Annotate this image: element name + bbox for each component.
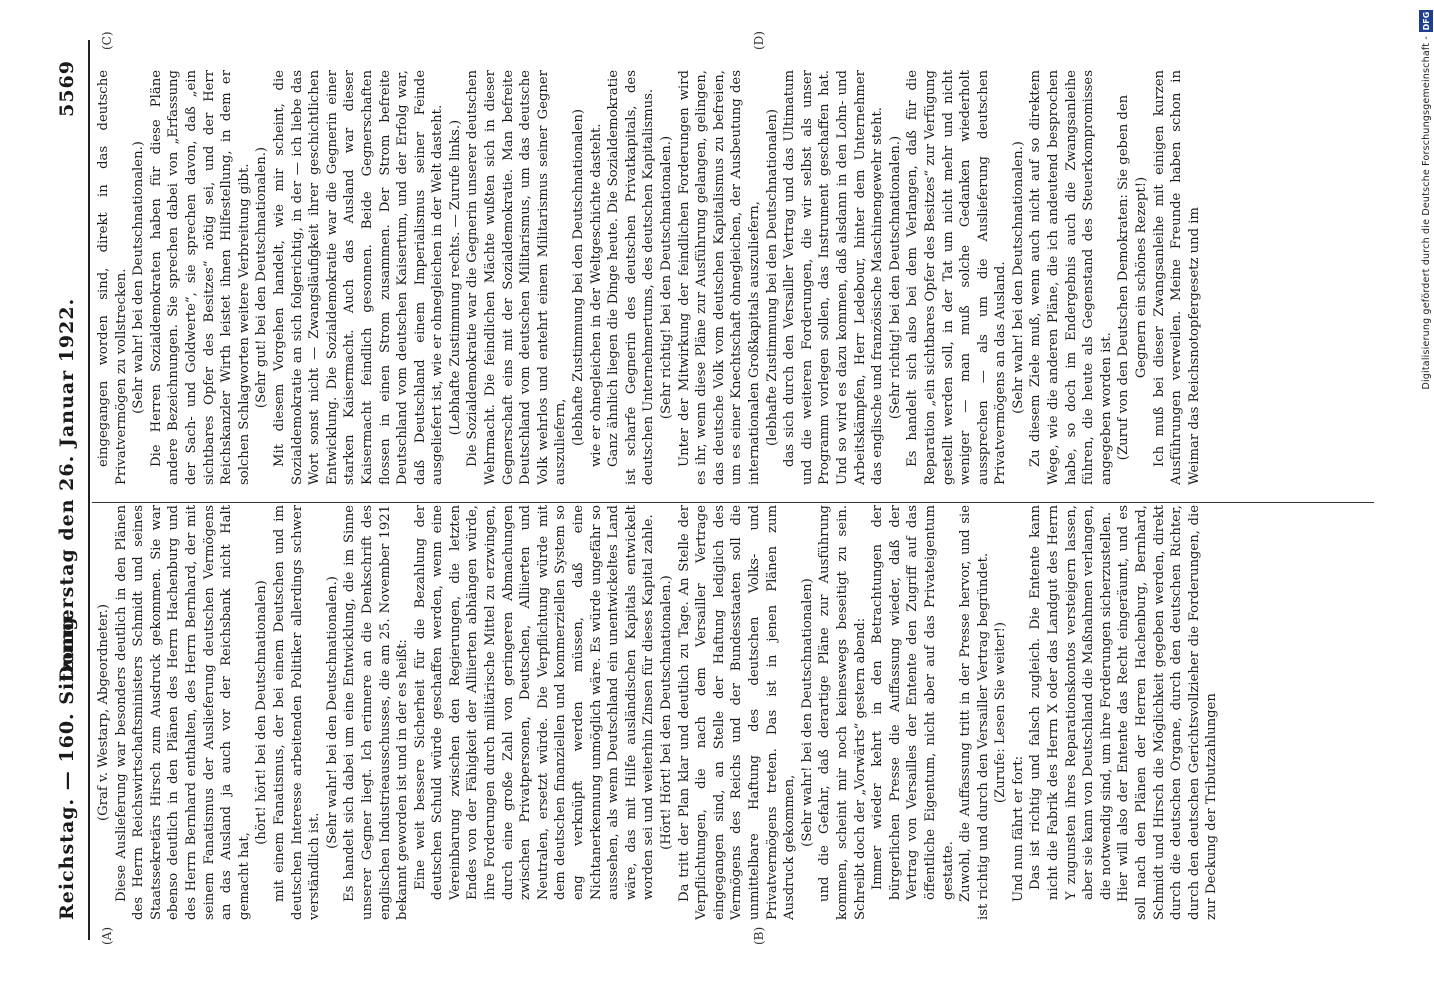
paragraph: Unter der Mitwirkung der feindlichen Forderungen wird es ihr, wenn diese Pläne zur Ausführung gelangen, gelingen, das deutsche Volk vom deutschen Kapitalismus zu befreien, um es einer Knechtschaft ohnegleichen, der Ausbeutung des internationalen Großkapitals auszuliefern, [676,70,762,485]
quoted-passage: Eine weit bessere Sicherheit für die Bezahlung der deutschen Schuld würde geschaffen werden, wenn eine Vereinbarung zwischen den Regierungen, die letzten Endes von der Fähigkeit der Alliierten abhängen würde, ihre Forderungen durch militärische Mittel zu erzwingen, durch eine große Zahl von geringeren Abmachungen zwischen Privatpersonen, Deutschen, Alliierten und Neutralen, ersetzt würde. Die Verpflichtung würde mit dem deutschen finanziellen und kommerziellen System so eng verknüpft werden müssen, daß eine Nichtanerkennung unmöglich wäre. Es würde ungefähr so aussehen, als wenn Deutschland ein unentwickeltes Land wäre, das mit Hilfe ausländischen Kapitals entwickelt worden sei und weiterhin Zinsen für dieses Kapital zahle. [412,505,657,900]
interjection: (Sehr richtig! bei den Deutschnationalen.) [659,135,674,420]
interjection: (Zuruf von den Deutschen Demokraten: Sie geben den Gegnern ein schönes Rezept!) [1116,94,1150,461]
page-number: 5569 [56,60,78,117]
margin-mark-b: (B) [752,926,766,945]
paragraph: Da tritt der Plan klar und deutlich zu Tage. An Stelle der Verpflichtungen, die nach dem Versailler Vertrage eingegangen sind, an Stelle der Haftung lediglich des Vermögens des Reichs und der Bundesstaaten soll die unmittelbare Haftung des deutschen Volks- und Privatvermögens treten. Das ist in jenen Plänen zum Ausdruck gekommen, [676,505,798,920]
interjection: (Hört! Hört! bei den Deutschnationalen.) [659,575,674,850]
right-column [95,70,1374,485]
paragraph: Hier will also der Entente das Recht eingeräumt, und es soll nach den Plänen der Herren Hachenburg, Bernhard, Schmidt und Hirsch die Möglichkeit gegeben werden, direkt durch die deutschen Organe, durch den deutschen Richter, durch den deutschen Gerichtsvollzieher die Forderungen, die zur Deckung der Tributzahlungen [1116,505,1220,920]
dfg-logo: DFG [1419,10,1433,32]
paragraph: Ich muß bei dieser Zwangsanleihe mit einigen kurzen Ausführungen verweilen. Meine Freunde haben schon in Weimar das Reichsnotopfergesetz und im [1151,70,1202,485]
paragraph: Zuwohl, die Auffassung tritt in der Presse hervor, und sie ist richtig und durch den Versailler Vertrag begründet. [958,505,991,920]
paragraph: Diese Auslieferung war besonders deutlich in den Plänen des Herrn Reichswirtschaftsministers Schmidt und seines Staatssekretärs Hirsch zum Ausdruck gekommen. Sie war ebenso deutlich in den Plänen des Herrn Hachenburg und des Herrn Bernhard enthalten, des Herrn Bernhard, der mit seinem Fanatismus der Auslieferung deutschen Vermögens an das Ausland ja auch vor der Reichsbank nicht Halt gemacht hat, [113,505,252,920]
paragraph: Es handelt sich dabei um eine Entwicklung, die im Sinne unserer Gegner liegt. Ich erinnere an die Denkschrift des englischen Industrieausschusses, die am 25. November 1921 bekannt geworden ist und in der es heißt: [342,505,411,920]
paragraph: Zu diesem Ziele muß, wenn auch nicht auf so direktem Wege, wie die anderen Pläne, die ich andeutend besprochen habe, so doch im Endergebnis auch die Zwangsanleihe führen, die heute als Gegenstand des Steuerkompromisses angegeben worden ist. [1028,70,1114,485]
interjection: (Zurufe: Lesen Sie weiter!) [993,621,1009,804]
dfg-credit-text: Digitalisierung gefördert durch die Deutsche Forschungsgemeinschaft - [1420,36,1432,390]
interjection: (Graf v. Westarp, Abgeordneter.) [96,603,111,822]
paragraph: Die Sozialdemokratie war die Gegnerin unserer deutschen Wehrmacht. Die feindlichen Mächte wußten sich in dieser Gegnerschaft eins mit der Sozialdemokratie. Man befreite Deutschland vom deutschen Militarismus, um das deutsche Volk wehrlos und entehrt einem Militarismus seiner Gegner auszuliefern, [465,70,569,485]
paragraph: Mit diesem Vorgehen handelt, wie mir scheint, die Sozialdemokratie an sich folgerichtig, in der — ich liebe das Wort sonst nicht — Zwangsläufigkeit ihrer geschichtlichen Entwicklung. Die Sozialdemokratie war die Gegnerin einer starken Kaisermacht. Auch das Ausland war dieser Kaisermacht feindlich gesonnen. Beide Gegnerschaften flossen in einen Strom zusammen. Der Strom befreite Deutschland vom deutschen Kaisertum, und der Erfolg war, daß Deutschland einem Imperialismus seiner Feinde ausgeliefert ist, wie er ohnegleichen in der Welt dasteht. [271,70,446,485]
margin-mark-d: (D) [752,31,766,50]
paragraph: Und nun fährt er fort: [1010,755,1026,902]
interjection: (Sehr wahr! bei den Deutschnationalen) [799,578,815,847]
interjection: (Sehr gut! bei den Deutschnationalen.) [254,146,270,409]
header-center: Donnerstag den 26. Januar 1922. [56,297,78,683]
paragraph: mit einem Fanatismus, der bei einem Deutschen und im deutschen Interesse arbeitenden Politiker allerdings schwer verständlich ist. [271,505,323,920]
quoted-passage: Das ist richtig und falsch zugleich. Die Entente kann nicht die Fabrik des Herrn X oder das Landgut des Herrn Y zugunsten ihres Reparationskontos versteigern lassen, aber sie kann von Deutschland die Maßnahmen verlangen, die notwendig sind, um ihre Forderungen sicherzustellen. [1028,505,1114,900]
paragraph: das sich durch den Versailler Vertrag und das Ultimatum und die weiteren Forderungen, die wir selbst als unser Programm vorlegen sollen, das Instrument geschaffen hat. Und so wird es dazu kommen, daß alsdann in den Lohn- und Arbeitskämpfen, Herr Ledebour, hinter dem Unternehmer das englische und französische Maschinengewehr steht. [782,70,886,485]
interjection: (hört! hört! bei den Deutschnationalen) [254,580,270,845]
paragraph: Ganz ähnlich liegen die Dinge heute. Die Sozialdemokratie ist scharfe Gegnerin des deutschen Privatkapitals, des deutschen Unternehmertums, des deutschen Kapitalismus. [606,70,657,485]
credit-strip [1418,10,1434,990]
paragraph: eingegangen worden sind, direkt in das deutsche Privatvermögen zu vollstrecken. [96,70,129,485]
margin-mark-a: (A) [100,926,114,945]
interjection: (Sehr wahr! bei den Deutschnationalen.) [324,576,340,849]
margin-mark-c: (C) [100,31,114,50]
interjection: (lebhafte Zustimmung bei den Deutschnationalen) [571,109,587,446]
page-header [56,40,86,940]
quoted-passage: Immer wieder kehrt in den Betrachtungen der bürgerlichen Presse die Auffassung wieder, daß der Vertrag von Versailles der Entente den Zugriff auf das öffentliche Eigentum, nicht aber auf das Privateigentum gestatte. [870,505,956,900]
paragraph: Es handelt sich also bei dem Verlangen, daß für die Reparation „ein sichtbares Opfer des Besitzes“ zur Verfügung gestellt werden soll, in der Tat um nicht mehr und nicht weniger — man muß solche Gedanken wiederholt aussprechen — als um die Auslieferung deutschen Privatvermögens an das Ausland. [905,70,1009,485]
interjection: (Sehr wahr! bei den Deutschnationalen.) [1010,141,1026,414]
interjection: (lebhafte Zustimmung bei den Deutschnationalen) [764,109,780,446]
paragraph: Die Herren Sozialdemokraten haben für diese Pläne andere Bezeichnungen. Sie sprechen dabei von „Erfassung der Sach- und Goldwerte“, sie sprechen davon, daß „ein sichtbares Opfer des Besitzes“ nötig sei, und der Herr Reichskanzler Wirth leistet ihnen Hilfestellung, in dem er solchen Schlagworten weitere Verbreitung gibt. [148,70,252,485]
left-column [95,505,1374,920]
interjection: (Lebhafte Zustimmung rechts. — Zurufe links.) [447,119,463,436]
column-divider [92,502,1374,503]
header-left: Reichstag. — 160. Sitzung. [56,608,78,920]
header-rule [88,40,90,940]
interjection: (Sehr wahr! bei den Deutschnationalen.) [131,141,147,414]
paragraph: und die Gefahr, daß derartige Pläne zur Ausführung kommen, scheint mir noch keineswegs beseitigt zu sein. Schreibt doch der „Vorwärts“ gestern abend: [817,505,868,920]
interjection: (Sehr richtig! bei den Deutschnationalen.) [887,135,903,420]
paragraph: wie er ohnegleichen in der Weltgeschichte dasteht. [588,123,604,467]
